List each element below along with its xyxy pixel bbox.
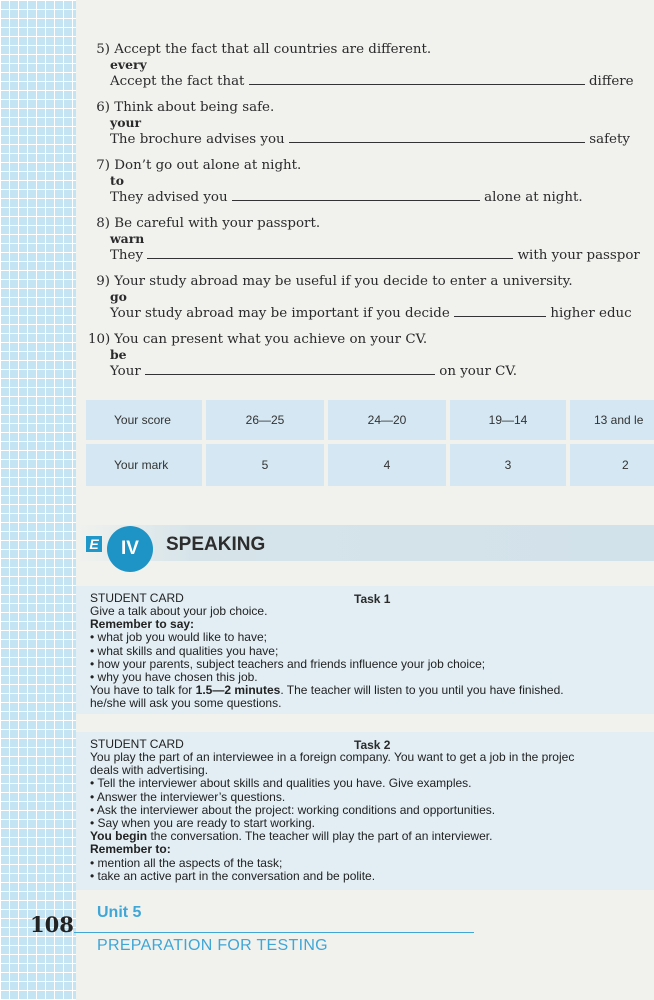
card-line: Give a talk about your job choice.: [90, 604, 268, 618]
exercise-start: Accept the fact that: [110, 74, 245, 89]
exercise-number: 8): [96, 216, 110, 231]
section-title: SPEAKING: [166, 534, 266, 555]
exercise-start: The brochure advises you: [110, 132, 285, 147]
exercise-start: They: [110, 248, 144, 263]
card-line: • Say when you are ready to start working.: [90, 816, 315, 831]
exercise-prompt: Think about being safe.: [114, 100, 275, 115]
exercise-prompt: Don’t go out alone at night.: [114, 158, 302, 173]
card-line: Remember to:: [90, 842, 171, 857]
exercise-keyword: go: [110, 289, 127, 304]
card-2-body: [90, 751, 574, 883]
mark-value: 3: [450, 444, 566, 486]
card-line: You play the part of an interviewee in a foreign company. You want to get a job in the projec: [90, 750, 575, 764]
exercise-7: [88, 158, 583, 205]
score-range: 24—20: [328, 400, 446, 440]
page-number: 108: [30, 912, 74, 937]
card-line: • take an active part in the conversation and be polite.: [90, 868, 376, 883]
exercise-end: differe: [588, 74, 634, 89]
exercise-keyword: your: [110, 115, 142, 130]
card-line: • what job you would like to have;: [90, 630, 267, 645]
answer-blank[interactable]: [454, 305, 546, 317]
exercise-keyword: to: [110, 173, 124, 188]
exercise-keyword: be: [110, 347, 127, 362]
exercise-5: [88, 42, 634, 89]
card-line: Remember to say:: [90, 617, 195, 632]
card-line: deals with advertising.: [90, 763, 209, 778]
exercise-prompt: Accept the fact that all countries are different.: [114, 42, 432, 57]
answer-blank[interactable]: [249, 73, 585, 85]
card-line: • mention all the aspects of the task;: [90, 855, 283, 870]
time-pre: You have to talk for: [90, 683, 196, 698]
card-label: STUDENT CARD: [90, 591, 184, 605]
exercise-prompt: You can present what you achieve on your CV.: [114, 332, 428, 347]
score-label: Your score: [86, 400, 202, 440]
answer-blank[interactable]: [289, 131, 585, 143]
score-range: 13 and le: [570, 400, 654, 440]
time-post: . The teacher will listen to you until you have finished.: [280, 683, 564, 698]
mark-value: 5: [206, 444, 324, 486]
mark-value: 2: [570, 444, 654, 486]
answer-blank[interactable]: [145, 363, 435, 375]
task-label: Task 1: [354, 592, 391, 606]
exercise-keyword: every: [110, 57, 147, 72]
time-bold: 1.5—2 minutes: [195, 683, 281, 698]
exercise-start: Your: [110, 364, 141, 379]
grid-margin-strip: [0, 0, 76, 1000]
section-badge: E: [86, 536, 102, 552]
exercise-start: Your study abroad may be important if you decide: [110, 306, 450, 321]
exercise-number: 5): [96, 42, 110, 57]
exercise-8: [88, 216, 640, 263]
card-line: • Tell the interviewer about skills and qualities you have. Give examples.: [90, 776, 472, 791]
exercise-number: 7): [96, 158, 110, 173]
exercise-start: They advised you: [110, 190, 228, 205]
exercise-end: with your passpor: [517, 248, 640, 263]
section-header-band: [76, 525, 654, 561]
card-line: • Answer the interviewer’s questions.: [90, 789, 286, 804]
mark-label: Your mark: [86, 444, 202, 486]
footer-divider: [74, 932, 474, 933]
card-line: • why you have chosen this job.: [90, 670, 258, 685]
exercise-prompt: Be careful with your passport.: [114, 216, 321, 231]
begin-rest: the conversation. The teacher will play the part of an interviewer.: [147, 829, 493, 844]
exercise-number: 10): [88, 332, 111, 347]
exercise-end: higher educ: [550, 306, 632, 321]
exercise-end: on your CV.: [439, 364, 517, 379]
card-label: STUDENT CARD: [90, 737, 184, 751]
card-line: • Ask the interviewer about the project: working conditions and opportunities.: [90, 802, 496, 817]
card-line: • what skills and qualities you have;: [90, 643, 279, 658]
exercise-number: 6): [96, 100, 110, 115]
score-range: 19—14: [450, 400, 566, 440]
unit-label: Unit 5: [97, 904, 142, 921]
exercise-number: 9): [96, 274, 110, 289]
exercise-end: alone at night.: [484, 190, 583, 205]
unit-subtitle: PREPARATION FOR TESTING: [97, 937, 328, 954]
card-1-body: [90, 605, 564, 711]
exercise-keyword: warn: [110, 231, 145, 246]
begin-bold: You begin: [90, 829, 148, 844]
answer-blank[interactable]: [147, 247, 513, 259]
exercise-10: [88, 332, 517, 379]
exercise-end: safety: [589, 132, 630, 147]
card-line: • how your parents, subject teachers and friends influence your job choice;: [90, 656, 486, 671]
exercise-6: [88, 100, 630, 147]
exercise-9: [88, 274, 632, 321]
task-label: Task 2: [354, 738, 391, 752]
card-line: he/she will ask you some questions.: [90, 696, 282, 711]
section-number: IV: [107, 526, 153, 572]
answer-blank[interactable]: [232, 189, 480, 201]
exercise-prompt: Your study abroad may be useful if you decide to enter a university.: [114, 274, 573, 289]
mark-value: 4: [328, 444, 446, 486]
score-range: 26—25: [206, 400, 324, 440]
